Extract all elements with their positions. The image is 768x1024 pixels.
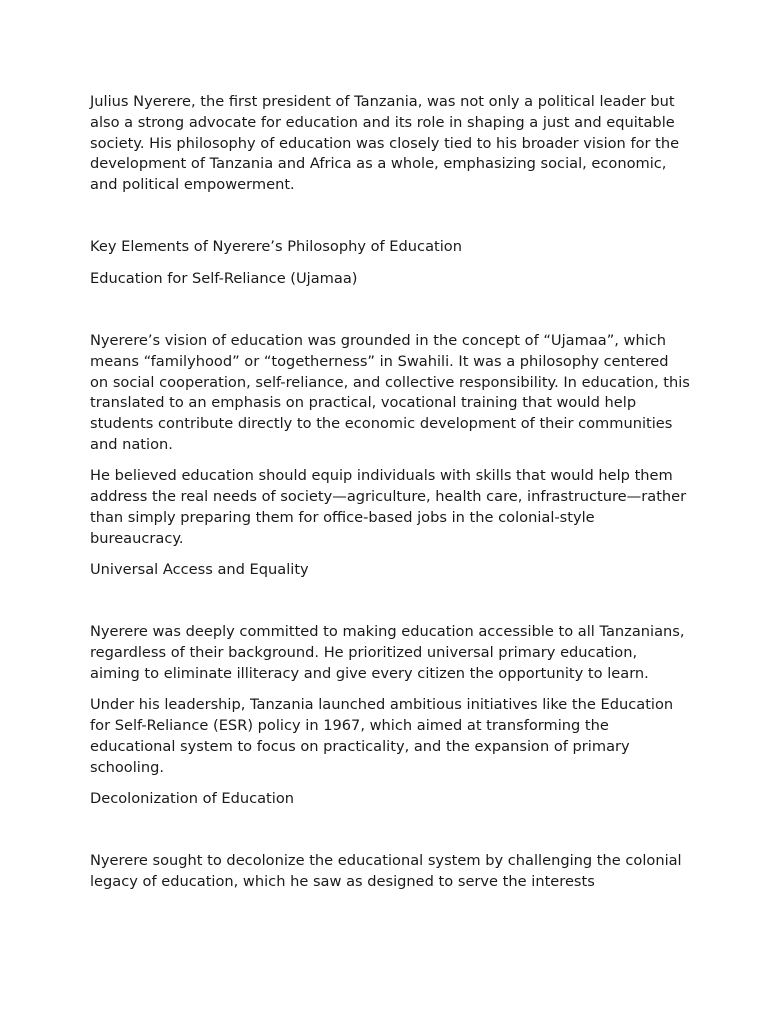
ujamaa-paragraph: Nyerere’s vision of education was grounded in the concept of “Ujamaa”, which means “familyhood” or “togetherness” in Swahili. It was a philosophy centered on social cooperation, self-reliance, and collective responsibility. In education, this translated to an emphasis on practical, vocational training that would help students contribute directly to the economic development of their communities and nation. [90,332,690,454]
section-heading-key-elements: Key Elements of Nyerere’s Philosophy of Education [90,238,462,256]
skills-paragraph: He believed education should equip individuals with skills that would help them address the real needs of society—agriculture, health care, infrastructure—rather than simply preparing them for office-based jobs in the colonial-style bureaucracy. [90,467,687,547]
subheading-decolonization: Decolonization of Education [90,789,295,807]
subheading-universal-access: Universal Access and Equality [90,561,309,579]
document-body [90,92,690,893]
subheading-education-for-self-reliance: Education for Self-Reliance (Ujamaa) [90,269,358,287]
access-paragraph: Nyerere was deeply committed to making education accessible to all Tanzanians, regardless of their background. He prioritized universal primary education, aiming to eliminate illiteracy and give every citizen the opportunity to learn. [90,623,685,682]
intro-paragraph: Julius Nyerere, the first president of Tanzania, was not only a political leader but also a strong advocate for education and its role in shaping a just and equitable society. His philosophy of education was closely tied to his broader vision for the development of Tanzania and Africa as a whole, emphasizing social, economic, and political empowerment. [90,93,680,194]
esr-policy-paragraph: Under his leadership, Tanzania launched ambitious initiatives like the Education for Self-Reliance (ESR) policy in 1967, which aimed at transforming the educational system to focus on practicality, and the expansion of primary schooling. [90,696,674,776]
decolonization-paragraph: Nyerere sought to decolonize the educational system by challenging the colonial legacy of education, which he saw as designed to serve the interests [90,852,682,891]
